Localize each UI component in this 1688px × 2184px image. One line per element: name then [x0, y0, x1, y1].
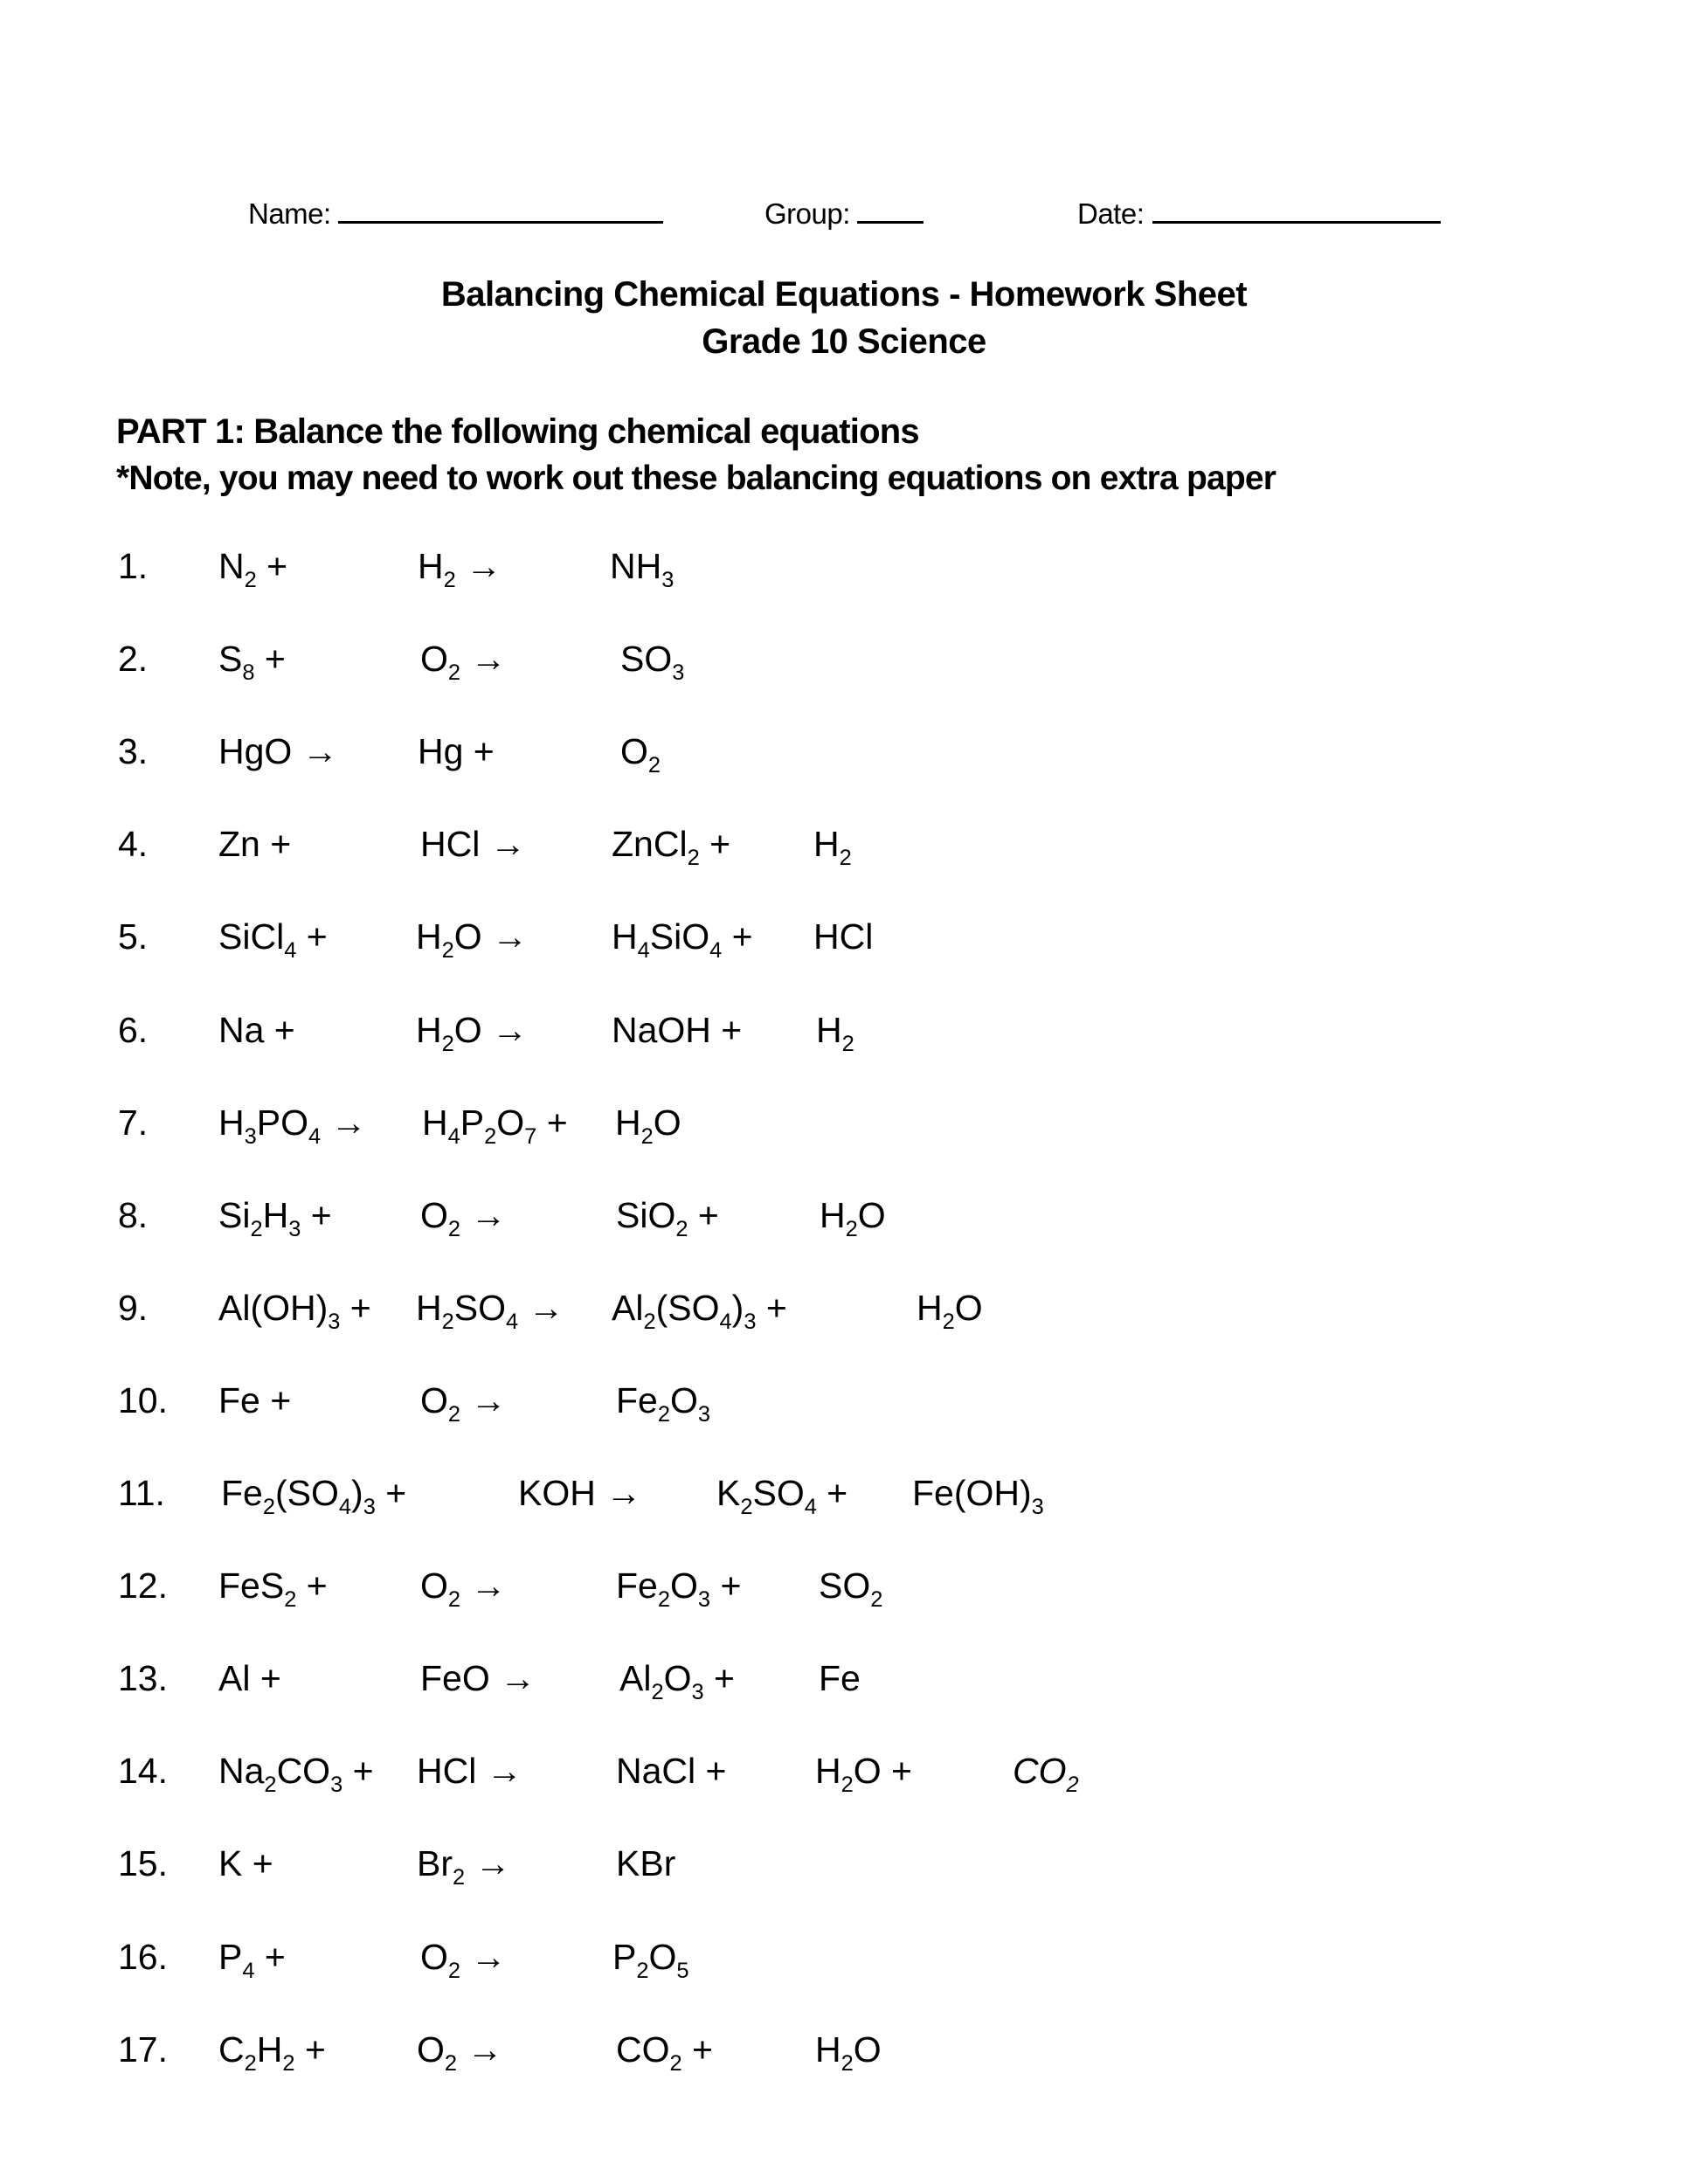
equation-term: $Fe_2O_3$ +: [616, 1565, 742, 1612]
equation-number: 2.: [118, 639, 149, 679]
equation-term: $Al(OH)_3$ +: [218, 1288, 371, 1334]
equation-term: $Fe_2O_3$: [616, 1380, 711, 1427]
equation-number: 16.: [118, 1937, 168, 1977]
equation-row-10: [0, 1380, 1688, 1436]
equation-term: $H_4SiO_4$ +: [612, 916, 753, 963]
equation-row-2: [0, 639, 1688, 695]
group-label: Group:: [764, 197, 850, 230]
equation-number: 17.: [118, 2029, 168, 2070]
part1-note: *Note, you may need to work out these balancing equations on extra paper: [116, 460, 1276, 497]
equation-term: $N_2$ +: [218, 546, 288, 592]
equation-term: $SO_2$: [819, 1565, 883, 1612]
equation-row-13: [0, 1658, 1688, 1714]
equation-term: $O_2$ →: [420, 1937, 507, 1983]
equation-term: $H_3PO_4$ →: [218, 1102, 367, 1149]
equation-row-5: [0, 916, 1688, 972]
equation-number: 13.: [118, 1658, 168, 1698]
equation-term: $Fe_2(SO_4)_3$ +: [221, 1473, 407, 1519]
equation-term: Al +: [218, 1658, 281, 1698]
title-line-1: Balancing Chemical Equations - Homework Sheet: [440, 275, 1248, 314]
equation-term: $CO_2$: [1013, 1751, 1079, 1797]
equation-term: $Fe(OH)_3$: [912, 1473, 1044, 1519]
equation-term: K +: [218, 1843, 273, 1883]
equation-number: 14.: [118, 1751, 168, 1791]
equation-row-8: [0, 1195, 1688, 1251]
equation-term: FeO →: [420, 1658, 536, 1698]
equation-term: $H_2O$ +: [815, 1751, 912, 1797]
equation-term: $H_4P_2O_7$ +: [422, 1102, 568, 1149]
equation-term: SiO$_2$ +: [616, 1195, 719, 1241]
equation-term: Zn +: [218, 824, 292, 864]
equation-term: $NH_3$: [610, 546, 675, 592]
equation-row-15: [0, 1843, 1688, 1899]
equation-number: 12.: [118, 1565, 168, 1606]
equation-row-16: [0, 1937, 1688, 1993]
equation-term: FeS$_2$ +: [218, 1565, 328, 1612]
equation-number: 5.: [118, 916, 149, 957]
equation-number: 1.: [118, 546, 149, 586]
equation-row-6: [0, 1010, 1688, 1066]
equation-number: 7.: [118, 1102, 149, 1143]
equation-term: $O_2$ →: [420, 1380, 507, 1427]
equation-term: $P_2O_5$: [612, 1937, 689, 1983]
equation-term: Fe: [819, 1658, 861, 1698]
equation-term: $C_2H_2$ +: [218, 2029, 326, 2076]
equation-row-12: [0, 1565, 1688, 1621]
equation-term: NaCl +: [616, 1751, 727, 1791]
equation-term: $O_2$: [620, 731, 661, 778]
title-line-2: Grade 10 Science: [702, 322, 986, 361]
equation-term: $Al_2(SO_4)_3$ +: [612, 1288, 787, 1334]
equation-term: KOH →: [518, 1473, 642, 1513]
equation-term: $K_2SO_4$ +: [716, 1473, 848, 1519]
equation-number: 8.: [118, 1195, 149, 1235]
equation-term: Hg +: [418, 731, 495, 771]
equation-number: 10.: [118, 1380, 168, 1420]
equation-term: $Si_2H_3$ +: [218, 1195, 332, 1241]
equation-number: 15.: [118, 1843, 168, 1883]
equation-number: 4.: [118, 824, 149, 864]
date-label: Date:: [1077, 197, 1145, 230]
equation-term: $CO_2$ +: [616, 2029, 713, 2076]
equation-term: HCl: [813, 916, 874, 957]
equation-number: 6.: [118, 1010, 149, 1050]
equation-row-3: [0, 731, 1688, 787]
equation-row-11: [0, 1473, 1688, 1529]
equation-number: 3.: [118, 731, 149, 771]
equation-row-14: [0, 1751, 1688, 1807]
equation-term: $Br_2$ →: [417, 1843, 511, 1890]
equation-term: $H_2O$: [615, 1102, 681, 1149]
equation-term: $H_2O$ →: [416, 916, 529, 963]
equation-term: KBr: [616, 1843, 676, 1883]
equation-term: Fe +: [218, 1380, 292, 1420]
equation-term: $S_8$ +: [218, 639, 286, 685]
equation-term: $H_2$: [816, 1010, 854, 1056]
equation-term: $SO_3$: [620, 639, 685, 685]
equation-term: HCl →: [420, 824, 526, 864]
equation-number: 11.: [118, 1473, 165, 1513]
equation-row-7: [0, 1102, 1688, 1158]
name-label: Name:: [248, 197, 331, 230]
equation-term: SiCl$_4$ +: [218, 916, 328, 963]
equation-row-4: [0, 824, 1688, 880]
equation-term: $O_2$ →: [420, 639, 507, 685]
equation-row-17: [0, 2029, 1688, 2085]
equation-term: $H_2SO_4$ →: [416, 1288, 564, 1334]
equation-term: $H_2$ →: [418, 546, 502, 592]
equation-term: $Na_2CO_3$ +: [218, 1751, 374, 1797]
equation-row-9: [0, 1288, 1688, 1344]
equation-number: 9.: [118, 1288, 149, 1328]
equation-term: $O_2$ →: [420, 1195, 507, 1241]
equation-term: HCl →: [417, 1751, 522, 1791]
equation-term: HgO →: [218, 731, 338, 771]
equation-term: $H_2$: [813, 824, 852, 870]
equation-term: $Al_2O_3$ +: [619, 1658, 735, 1704]
equation-term: NaOH +: [612, 1010, 743, 1050]
equation-term: $O_2$ →: [420, 1565, 507, 1612]
part1-heading: PART 1: Balance the following chemical equations: [116, 412, 919, 451]
equation-term: $O_2$ →: [417, 2029, 503, 2076]
equation-term: $H_2O$: [820, 1195, 886, 1241]
equation-term: $P_4$ +: [218, 1937, 286, 1983]
equation-row-1: [0, 546, 1688, 602]
equation-term: $H_2O$: [917, 1288, 983, 1334]
equation-term: $H_2O$: [815, 2029, 882, 2076]
equation-term: $H_2O$ →: [416, 1010, 529, 1056]
equation-term: Na +: [218, 1010, 295, 1050]
equation-term: ZnCl$_2$ +: [612, 824, 731, 870]
